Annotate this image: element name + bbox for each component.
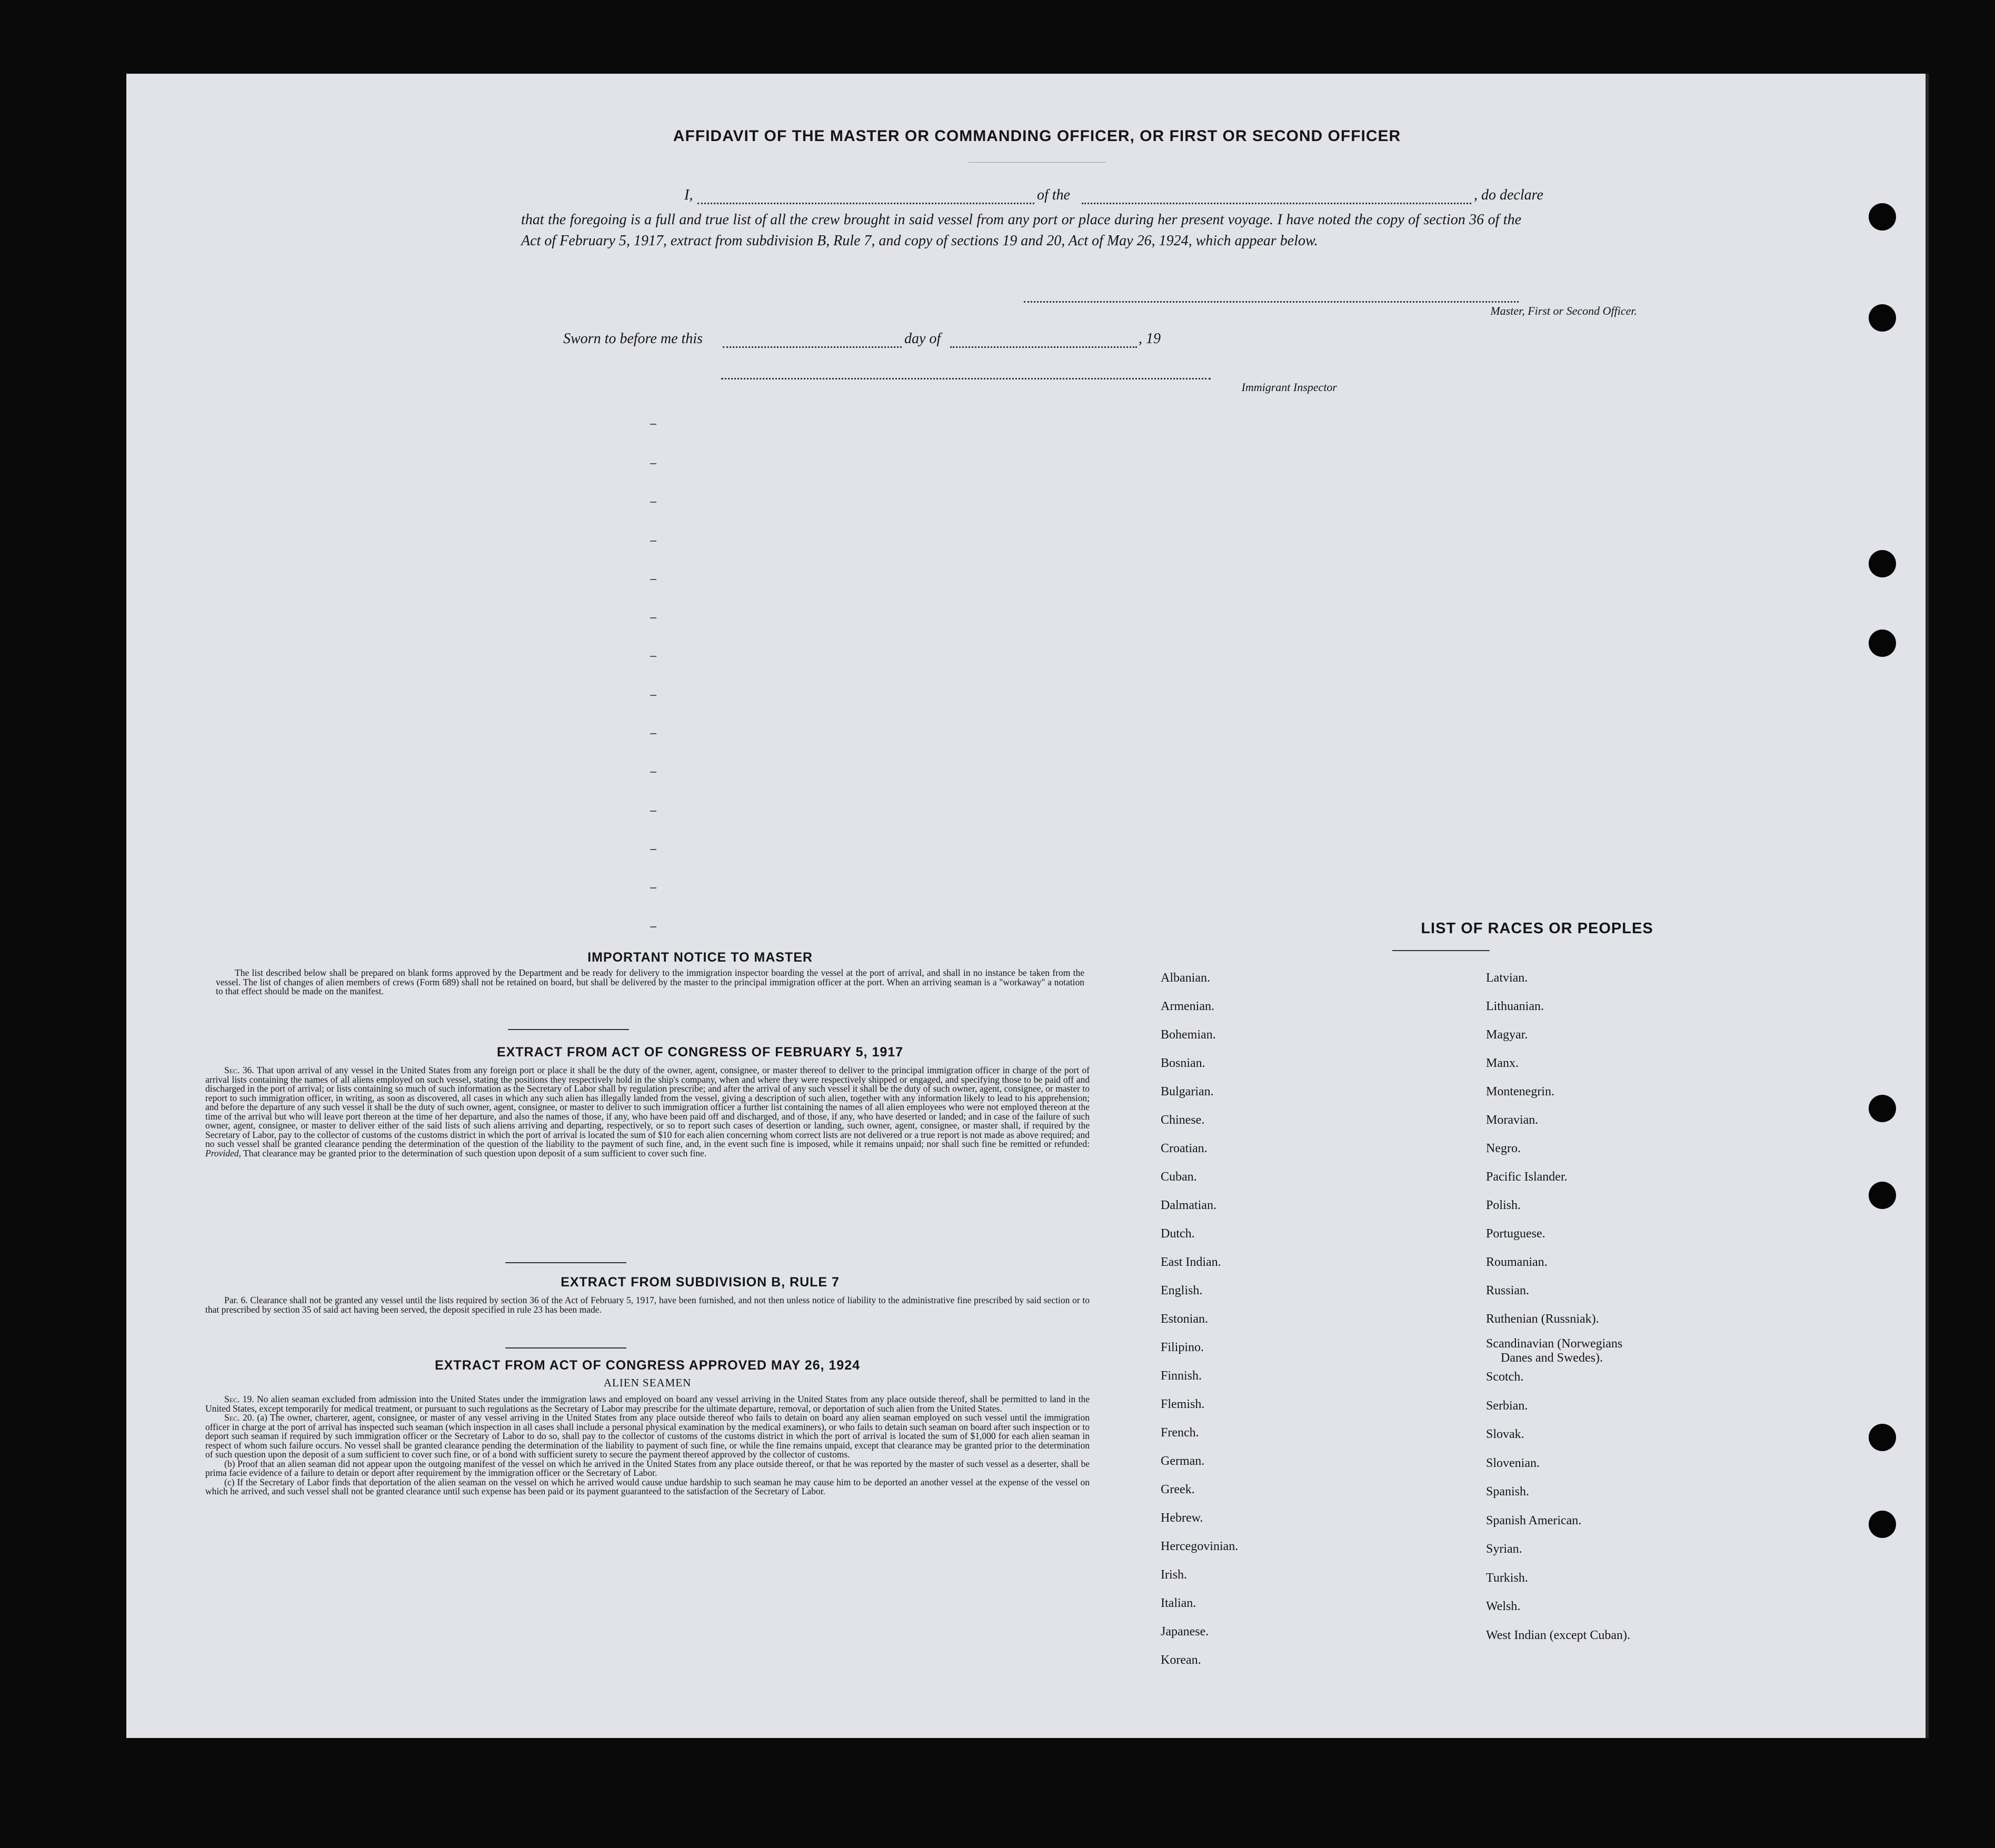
races-title-underline — [1392, 950, 1490, 951]
race-right-item: Portuguese. — [1486, 1227, 1545, 1241]
declaration-text — [521, 209, 1521, 252]
race-right-item: Scotch. — [1486, 1370, 1524, 1384]
race-right-item: Moravian. — [1486, 1113, 1539, 1127]
rule-7-title: EXTRACT FROM SUBDIVISION B, RULE 7 — [561, 1275, 840, 1290]
race-right-item: Slovenian. — [1486, 1456, 1540, 1470]
sec-20-label: Sec. 20. — [224, 1412, 254, 1423]
margin-tick — [650, 424, 656, 425]
act-1924-body — [205, 1395, 1090, 1496]
race-right-item: Danes and Swedes). — [1501, 1351, 1603, 1365]
master-signature-label: Master, First or Second Officer. — [1490, 304, 1637, 317]
sec-20a-text: (a) The owner, charterer, agent, consignee, or master of any vessel arriving in the United States from any place outside thereof who fails to detain on board any alien seaman employed on such vessel until the immigration officer in charge at the port of arrival has inspected such seaman (which inspection in all cases shall include a personal physical examination by the medical examiners), or who fails to detain such seaman on board after such inspection or to deport such seaman if required by such immigration officer or the Secretary of Labor to do so, shall pay to the collector of customs of the customs district in which the port of arrival is located the sum of $1,000 for each alien seaman in respect of whom such failure occurs. No vessel shall be granted clearance pending the determination of the liability to payment of such fine, or while the fine remains unpaid, except that clearance may be granted prior to the determination of such question upon the deposit of a sum sufficient to cover such fine, or of a bond with sufficient surety to secure the payment thereof approved by the collector of customs. — [205, 1412, 1090, 1460]
race-left-item: Bohemian. — [1161, 1028, 1216, 1042]
race-left-item: Greek. — [1161, 1483, 1195, 1496]
margin-tick — [650, 541, 656, 542]
sworn-label: Sworn to before me this — [563, 331, 703, 347]
race-right-item: Roumanian. — [1486, 1255, 1548, 1269]
of-the-label: of the — [1037, 187, 1070, 203]
margin-tick — [650, 887, 656, 888]
race-left-item: Armenian. — [1161, 1000, 1214, 1013]
year-label: , 19 — [1139, 331, 1161, 347]
act-1924-title: EXTRACT FROM ACT OF CONGRESS APPROVED MAY 26, 1924 — [434, 1358, 861, 1373]
race-right-item: Serbian. — [1486, 1399, 1528, 1413]
race-right-item: Negro. — [1486, 1142, 1521, 1155]
notice-title: IMPORTANT NOTICE TO MASTER — [587, 950, 813, 965]
margin-tick — [650, 926, 656, 927]
race-left-item: Chinese. — [1161, 1113, 1205, 1127]
act-1917-title: EXTRACT FROM ACT OF CONGRESS OF FEBRUARY 5, 1917 — [496, 1045, 904, 1060]
race-left-item: German. — [1161, 1454, 1205, 1468]
race-left-item: Italian. — [1161, 1596, 1196, 1610]
margin-tick — [650, 502, 656, 503]
race-left-item: Dutch. — [1161, 1227, 1195, 1241]
sec-36-text-end: That clearance may be granted prior to the determination of such question upon deposit of a sum sufficient to cover such fine. — [243, 1147, 707, 1158]
margin-tick — [650, 579, 656, 580]
race-right-item: Russian. — [1486, 1284, 1530, 1297]
race-left-item: English. — [1161, 1284, 1203, 1297]
binder-hole — [1869, 1095, 1896, 1122]
race-right-item: Spanish. — [1486, 1485, 1530, 1499]
sec-20b-text: (b) Proof that an alien seaman did not appear upon the outgoing manifest of the vessel on which he arrived in the United States from any place outside thereof, or that he was reported by the master of such vessel as a deserter, shall be prima facie evidence of a failure to detain or deport after requirement by the immigration officer or the Secretary of Labor. — [205, 1458, 1090, 1478]
margin-tick — [650, 811, 656, 812]
binder-hole — [1869, 1182, 1896, 1209]
race-right-item: Manx. — [1486, 1056, 1519, 1070]
do-declare-label: , do declare — [1474, 187, 1543, 203]
race-left-item: Flemish. — [1161, 1397, 1205, 1411]
margin-tick — [650, 772, 656, 773]
rule-7-text: Par. 6. Clearance shall not be granted any vessel until the lists required by section 36 of the Act of February 5, 1917, have been furnished, and not then unless notice of liability to the administrative fine prescribed by said section or to that prescribed by section 35 of said act having been served, the deposit specified in rule 23 has been made. — [205, 1295, 1090, 1315]
race-right-item: Lithuanian. — [1486, 1000, 1544, 1013]
vessel-name-field[interactable] — [1082, 203, 1471, 204]
sworn-day-field[interactable] — [723, 346, 902, 348]
day-of-label: day of — [904, 331, 941, 347]
declaration-body: that the foregoing is a full and true list of all the crew brought in said vessel from any port or place during her present voyage. I have noted the copy of section 36 of the Act of February 5, 1917, extract from subdivision B, Rule 7, and copy of sections 19 and 20, Act of May 26, 1924, which appear below. — [521, 212, 1521, 249]
race-right-item: Pacific Islander. — [1486, 1170, 1568, 1184]
title-underline — [969, 162, 1105, 163]
race-left-item: Cuban. — [1161, 1170, 1197, 1184]
race-left-item: Korean. — [1161, 1653, 1201, 1667]
race-left-item: Irish. — [1161, 1568, 1187, 1582]
sec-36-text: That upon arrival of any vessel in the United States from any foreign port or place it shall be the duty of the owner, agent, consignee, or master thereof to deliver to the principal immigration officer in charge of the port of arrival lists containing the names of all aliens employed on such vessel, stating the positions they respectively hold in the ship's company, when and where they were respectively shipped or engaged, and specifying those to be paid off and discharged in the port of arrival; or lists containing so much of such information as the Secretary of Labor shall by regulation prescribe; and after the arrival of any such vessel it shall be the duty of such owner, agent, consignee, or master to report to such immigration officer, in writing, as soon as discovered, all cases in which any such alien has illegally landed from the vessel, giving a description of such alien, together with any information likely to lead to his apprehension; and before the departure of any such vessel it shall be the duty of such owner, agent, consignee, or master to deliver to such immigration officer a further list containing the names of all alien employees who were not employed thereon at the time of the arrival but who will leave port thereon at the time of her departure, and also the names of those, if any, who have been paid off and discharged, and of those, if any, who have deserted or landed; and in case of the failure of such owner, agent, consignee, or master to deliver either of the said lists of such aliens arriving and departing, respectively, or so to report such cases of desertion or landing, such owner, agent, consignee, or master shall, if required by the Secretary of Labor, pay to the collector of customs of the customs district in which the port of arrival is located the sum of $10 for each alien concerning whom correct lists are not delivered or a true report is not made as above required; and no such vessel shall be granted clearance pending the determination of the question of the liability to the payment of such fine, and, in the event such fine is imposed, while it remains unpaid; nor shall such fine be remitted or refunded: — [205, 1065, 1090, 1149]
binder-hole — [1869, 203, 1896, 231]
race-left-item: Filipino. — [1161, 1341, 1204, 1354]
sec-20c-text: (c) If the Secretary of Labor finds that deportation of the alien seaman on the vessel on which he arrived would cause undue hardship to such seaman he may cause him to be deported an another vessel at the expense of the vessel on which he arrived, and such vessel shall not be granted clearance until such expense has been paid or its payment guaranteed to the satisfaction of the Secretary of Labor. — [205, 1476, 1090, 1496]
officer-name-field[interactable] — [697, 203, 1034, 204]
margin-tick — [650, 617, 656, 618]
master-signature-line[interactable] — [1024, 301, 1519, 303]
binder-hole — [1869, 1424, 1896, 1451]
sec-19-label: Sec. 19. — [224, 1394, 254, 1404]
race-right-item: Ruthenian (Russniak). — [1486, 1312, 1599, 1326]
notice-body — [216, 968, 1084, 996]
race-right-item: Spanish American. — [1486, 1513, 1582, 1527]
rule-7-body — [205, 1296, 1090, 1314]
document-page — [126, 74, 1929, 1738]
section-divider — [505, 1262, 626, 1263]
alien-seamen-subtitle: ALIEN SEAMEN — [603, 1376, 692, 1389]
inspector-label: Immigrant Inspector — [1241, 381, 1337, 394]
race-right-item: Montenegrin. — [1486, 1085, 1554, 1098]
notice-text: The list described below shall be prepared on blank forms approved by the Department and be ready for delivery to the immigration inspector boarding the vessel at the port of arrival, and shall in no instance be taken from the vessel. The list of changes of alien members of crews (Form 689) shall not be retained on board, but shall be delivered by the master to the principal immigration officer at the port. When an arriving seaman is a "workaway" a notation to that effect should be made on the manifest. — [216, 967, 1084, 996]
margin-tick — [650, 849, 656, 850]
act-1917-body — [205, 1066, 1090, 1158]
sec-36-label: Sec. 36. — [224, 1065, 254, 1075]
declaration-first-line — [563, 187, 1563, 208]
race-right-item: Latvian. — [1486, 971, 1528, 985]
race-left-item: Hercegovinian. — [1161, 1540, 1239, 1553]
race-left-item: French. — [1161, 1426, 1199, 1440]
binder-hole — [1869, 1511, 1896, 1538]
race-left-item: Hebrew. — [1161, 1511, 1203, 1525]
race-left-item: Croatian. — [1161, 1142, 1208, 1155]
i-label: I, — [684, 187, 693, 203]
race-left-item: Bosnian. — [1161, 1056, 1205, 1070]
section-divider — [505, 1347, 626, 1348]
race-right-item: Slovak. — [1486, 1427, 1524, 1441]
race-left-item: Finnish. — [1161, 1369, 1202, 1383]
inspector-signature-line[interactable] — [721, 378, 1211, 379]
race-left-item: East Indian. — [1161, 1255, 1221, 1269]
binder-hole — [1869, 304, 1896, 332]
margin-tick — [650, 463, 656, 464]
race-left-item: Bulgarian. — [1161, 1085, 1214, 1098]
binder-hole — [1869, 630, 1896, 657]
sec-19-text: No alien seaman excluded from admission into the United States under the immigration laws and employed on board any vessel arriving in the United States from any place outside thereof, shall be permitted to land in the United States, except temporarily for medical treatment, or pursuant to such regulations as the Secretary of Labor may prescribe for the ultimate departure, removal, or deportation of such alien from the United States. — [205, 1394, 1090, 1414]
margin-tick — [650, 695, 656, 696]
provided-label: Provided, — [205, 1147, 241, 1158]
race-right-item: Syrian. — [1486, 1542, 1522, 1556]
race-right-item: West Indian (except Cuban). — [1486, 1628, 1630, 1642]
races-title: LIST OF RACES OR PEOPLES — [1421, 920, 1653, 937]
margin-tick — [650, 733, 656, 734]
race-left-item: Dalmatian. — [1161, 1198, 1216, 1212]
binder-hole — [1869, 550, 1896, 577]
race-right-item: Turkish. — [1486, 1571, 1528, 1585]
race-right-item: Welsh. — [1486, 1600, 1521, 1613]
margin-tick — [650, 656, 656, 657]
race-left-item: Albanian. — [1161, 971, 1210, 985]
race-left-item: Estonian. — [1161, 1312, 1208, 1326]
section-divider — [508, 1029, 629, 1030]
race-right-item: Scandinavian (Norwegians — [1486, 1337, 1623, 1351]
race-left-item: Japanese. — [1161, 1625, 1209, 1639]
sworn-month-field[interactable] — [950, 346, 1137, 348]
race-right-item: Polish. — [1486, 1198, 1521, 1212]
affidavit-title: AFFIDAVIT OF THE MASTER OR COMMANDING OFFICER, OR FIRST OR SECOND OFFICER — [673, 127, 1401, 145]
race-right-item: Magyar. — [1486, 1028, 1528, 1042]
